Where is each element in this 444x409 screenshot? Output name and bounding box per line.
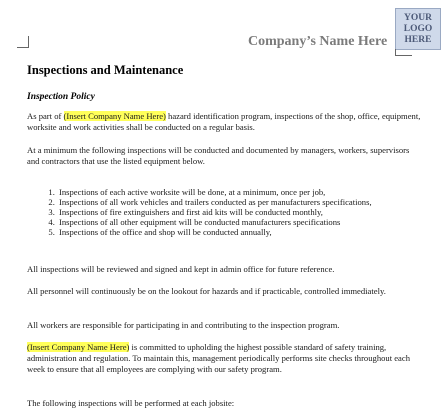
- paragraph-intro: [27, 111, 422, 133]
- logo-text: YOUR LOGO HERE: [403, 12, 433, 45]
- company-name-header: Company’s Name Here: [248, 34, 388, 49]
- company-name-placeholder: (Insert Company Name Here): [27, 342, 130, 352]
- paragraph-responsibility: All workers are responsible for participating in and contributing to the inspection program.: [27, 320, 340, 330]
- paragraph-minimum: At a minimum the following inspections will be conducted and documented by managers, workers, supervisors and contractors that use the listed equipment below.: [27, 145, 410, 166]
- logo-placeholder: [395, 8, 441, 50]
- inspection-list: [33, 187, 402, 237]
- paragraph-commitment: [27, 342, 422, 375]
- list-item: 4. Inspections of all other equipment will be conducted manufacturers specifications: [57, 217, 402, 227]
- paragraph-intro-before: As part of: [27, 111, 64, 121]
- list-item: 3. Inspections of fire extinguishers and first aid kits will be conducted monthly,: [57, 207, 402, 217]
- paragraph-hazards: All personnel will continuously be on the lookout for hazards and if practicable, controlled immediately.: [27, 286, 386, 296]
- section-title: Inspection Policy: [27, 92, 95, 102]
- paragraph-review: All inspections will be reviewed and signed and kept in admin office for future reference.: [27, 264, 335, 274]
- company-name-placeholder: (Insert Company Name Here): [63, 111, 166, 121]
- paragraph-jobsite: The following inspections will be performed at each jobsite:: [27, 398, 235, 408]
- paragraph-intro-after: hazard identification program, inspections of the shop, office, equipment, worksite and work activities shall be conducted on a regular basis.: [27, 111, 421, 132]
- crop-mark-top-right: [395, 49, 412, 56]
- paragraph-commitment-text: is committed to upholding the highest possible standard of safety training, administration and regulation. To maintain this, management periodically performs site checks throughout each week to ensure that all employees are complying with our safety program.: [27, 342, 410, 374]
- crop-mark-top-left: [17, 36, 29, 48]
- list-item: 5. Inspections of the office and shop will be conducted annually,: [57, 227, 402, 237]
- list-item: 2. Inspections of all work vehicles and trailers conducted as per manufacturers specifications,: [57, 197, 402, 207]
- document-title: Inspections and Maintenance: [27, 63, 184, 77]
- list-item: 1. Inspections of each active worksite will be done, at a minimum, once per job,: [57, 187, 402, 197]
